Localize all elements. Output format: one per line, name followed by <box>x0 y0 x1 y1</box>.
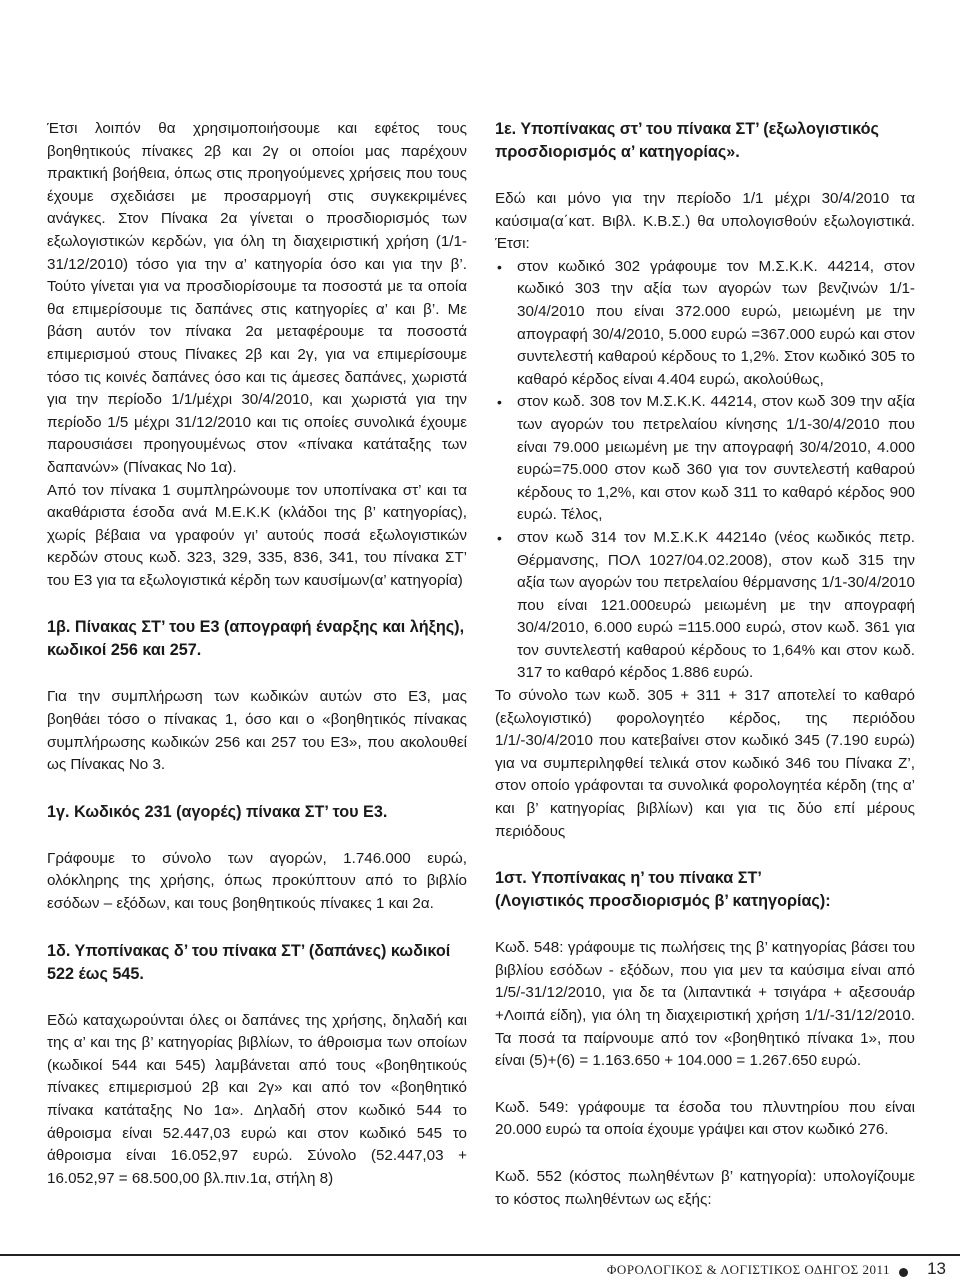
bullet-dot-icon: • <box>497 258 502 275</box>
bullet-text: στον κωδ. 308 τον Μ.Σ.Κ.Κ. 44214, στον κωδ 309 την αξία των αγορών του πετρελαίου κίνησης 1/1-30/4/2010 που είναι 79.000 μειωμένη με την απογραφή 30/4/2010, 4.000 ευρώ=75.000 στον κωδ 360 για τον συντελεστή καθαρού κέρδους το 1,2%, και στον κωδ 311 το καθαρό κέρδος 900 ευρώ. Τέλος, <box>517 393 915 524</box>
bullet-item <box>495 256 915 392</box>
left-column <box>47 118 467 1190</box>
right-column <box>495 118 915 1211</box>
footer-dot-icon <box>899 1268 908 1277</box>
publication-title: ΦΟΡΟΛΟΓΙΚΟΣ & ΛΟΓΙΣΤΙΚΟΣ ΟΔΗΓΟΣ 2011 <box>606 1262 890 1277</box>
bullet-item <box>495 391 915 527</box>
bullet-dot-icon: • <box>497 529 502 546</box>
section-1d-heading: 1δ. Υποπίνακας δ’ του πίνακα ΣΤ’ (δαπάνες) κωδικοί 522 έως 545. <box>47 941 451 983</box>
section-1st-heading-line1: 1στ. Υποπίνακας η’ του πίνακα ΣΤ’ <box>495 869 762 888</box>
code-552-paragraph: Κωδ. 552 (κόστος πωληθέντων β’ κατηγορία): υπολογίζουμε το κόστος πωληθέντων ως εξής: <box>495 1167 915 1208</box>
section-1e-heading: 1ε. Υποπίνακας στ’ του πίνακα ΣΤ’ (εξωλογιστικός προσδιορισμός α’ κατηγορίας». <box>495 120 879 161</box>
code-549-paragraph: Κωδ. 549: γράφουμε τα έσοδα του πλυντηρίου που είναι 20.000 ευρώ τα οποία έχουμε γράψει και στον κωδικό 276. <box>495 1098 915 1139</box>
section-1g-heading: 1γ. Κωδικός 231 (αγορές) πίνακα ΣΤ’ του Ε3. <box>47 802 388 821</box>
bullet-text: στον κωδ 314 τον Μ.Σ.Κ.Κ 44214ο (νέος κωδικός πετρ. Θέρμανσης, ΠΟΛ 1027/04.02.2008), στον κωδ 315 την αξία των αγορών του πετρελαίου θέρμανσης 1/1-30/4/2010 που είναι 121.000ευρώ μειωμένη με την απογραφή 30/4/2010, 6.000 ευρώ =115.000 ευρώ, στον κωδ. 361 για τον συντελεστή καθαρού κέρδους το 1,64% και στον κωδ. 317 το καθαρό κέρδος 1.886 ευρώ. <box>517 528 915 682</box>
bullet-text: στον κωδικό 302 γράφουμε τον Μ.Σ.Κ.Κ. 44214, στον κωδικό 303 την αξία των αγορών των βενζινών 1/1-30/4/2010 που είναι 372.000 ευρώ, μειωμένη με την απογραφή 30/4/2010, 5.000 ευρώ =367.000 ευρώ και στον συντελεστή καθαρού κέρδους το 1,2%. Στον κωδικό 305 το καθαρό κέρδος είναι 4.404 ευρώ, ακολούθως, <box>517 257 915 388</box>
page-footer <box>0 1254 960 1284</box>
section-1st-heading-line2: (Λογιστικός προσδιορισμός β’ κατηγορίας): <box>495 892 831 911</box>
intro-paragraph: Έτσι λοιπόν θα χρησιμοποιήσουμε και εφέτος τους βοηθητικούς πίνακες 2β και 2γ οι οποίοι μας παρέχουν πρακτική βοήθεια, όπως στις προηγούμενες χρήσεις που τους έχουμε σχεδιάσει με προσαρμογή στις συγκεκριμένες ανάγκες. Στον Πίνακα 2α γίνεται ο προσδιορισμός των εξωλογιστικών κερδών, για όλη τη διαχειριστική χρήση (1/1-31/12/2010) τόσο για την α’ κατηγορία όσο και για την β’. Τούτο γίνεται για να προσδιορίσουμε τα ποσοστά με τα οποία θα επιμερίσουμε τις δαπάνες στις κατηγορίες α’ και β’. Με βάση αυτόν τον πίνακα 2α μεταφέρουμε τα ποσοστά επιμερισμού στους Πίνακες 2β και 2γ, για να επιμερίσουμε τόσο τις κοινές δαπάνες όσο και τις άμεσες δαπάνες, χωριστά για την περίοδο 1/1/μέχρι 30/4/2010, και χωριστά για την περίοδο 1/5 μέχρι 31/12/2010 και τις οποίες συνολικά έχουμε παρουσιάσει προηγουμένως στον «πίνακα κατάταξης των δαπανών» (Πίνακας Νο 1α). <box>47 120 467 476</box>
bullet-item <box>495 527 915 685</box>
section-1b-paragraph: Για την συμπλήρωση των κωδικών αυτών στο Ε3, μας βοηθάει τόσο ο πίνακας 1, όσο και ο «βοηθητικός πίνακας συμπλήρωσης κωδικών 256 και 257 του Ε3», που ακολουθεί ως Πίνακας Νο 3. <box>47 688 467 774</box>
section-1b-heading: 1β. Πίνακας ΣΤ’ του Ε3 (απογραφή έναρξης και λήξης), κωδικοί 256 και 257. <box>47 618 465 660</box>
total-paragraph: Το σύνολο των κωδ. 305 + 311 + 317 αποτελεί το καθαρό (εξωλογιστικό) φορολογητέο κέρδος, της περιόδου 1/1/-30/4/2010 που κατεβαίνει στον κωδικό 345 (7.190 ευρώ) για να συμπεριληφθεί τελικά στον κωδικό 346 του Πίνακα Ζ’, στον οποίο γράφονται τα συνολικά φορολογητέα κέρδη (της α’ και β’ κατηγορίας βιβλίων) και για τις δύο επί μέρους περιόδους <box>495 687 915 840</box>
table1-paragraph: Από τον πίνακα 1 συμπληρώνουμε τον υποπίνακα στ’ και τα ακαθάριστα έσοδα ανά Μ.Ε.Κ.Κ (κλάδοι της β’ κατηγορίας), χωρίς βέβαια να γραφούν γι’ αυτούς ποσά εξωλογιστικών κερδών στους κωδ. 323, 329, 335, 836, 341, του πίνακα ΣΤ’ του Ε3 για τα εξωλογιστικά κέρδη των καυσίμων(α’ κατηγορία) <box>47 481 467 589</box>
section-1g-paragraph: Γράφουμε το σύνολο των αγορών, 1.746.000 ευρώ, ολόκληρης της χρήσης, όπως προκύπτουν από το βιβλίο εσόδων – εξόδων, και τους βοηθητικούς πίνακες 1 και 2α. <box>47 849 467 913</box>
section-1e-paragraph: Εδώ και μόνο για την περίοδο 1/1 μέχρι 30/4/2010 τα καύσιμα(α΄κατ. Βιβλ. Κ.Β.Σ.) θα υπολογισθούν εξωλογιστικά. Έτσι: <box>495 190 915 253</box>
section-1d-paragraph: Εδώ καταχωρούνται όλες οι δαπάνες της χρήσης, δηλαδή και της α’ και της β’ κατηγορίας βιβλίων, το άθροισμα των οποίων (κωδικοί 544 και 545) λαμβάνεται από τους «βοηθητικούς πίνακες επιμερισμού 2β και 2γ» και από τον «βοηθητικό πίνακα κατάταξης Νο 1α». Δηλαδή στον κωδικό 544 το άθροισμα είναι 52.447,03 ευρώ και στον κωδικό 545 το άθροισμα είναι 16.052,97 ευρώ. Σύνολο (52.447,03 + 16.052,97 = 68.500,00 βλ.πιν.1α, στήλη 8) <box>47 1011 467 1187</box>
bullet-dot-icon: • <box>497 394 502 411</box>
page-number: 13 <box>927 1259 946 1278</box>
code-548-paragraph: Κωδ. 548: γράφουμε τις πωλήσεις της β’ κατηγορίας βάσει του βιβλίου εσόδων - εξόδων, που για μεν τα καύσιμα είναι από 1/5/-31/12/2010, για δε τα (λιπαντικά + τσιγάρα + αξεσουάρ +Λοιπά είδη), για όλη τη διαχειριστική χρήση 1/1/-31/12/2010. Τα ποσά τα παίρνουμε από τον «βοηθητικό πίνακα 1», που είναι (5)+(6) = 1.163.650 + 104.000 = 1.267.650 ευρώ. <box>495 939 915 1070</box>
